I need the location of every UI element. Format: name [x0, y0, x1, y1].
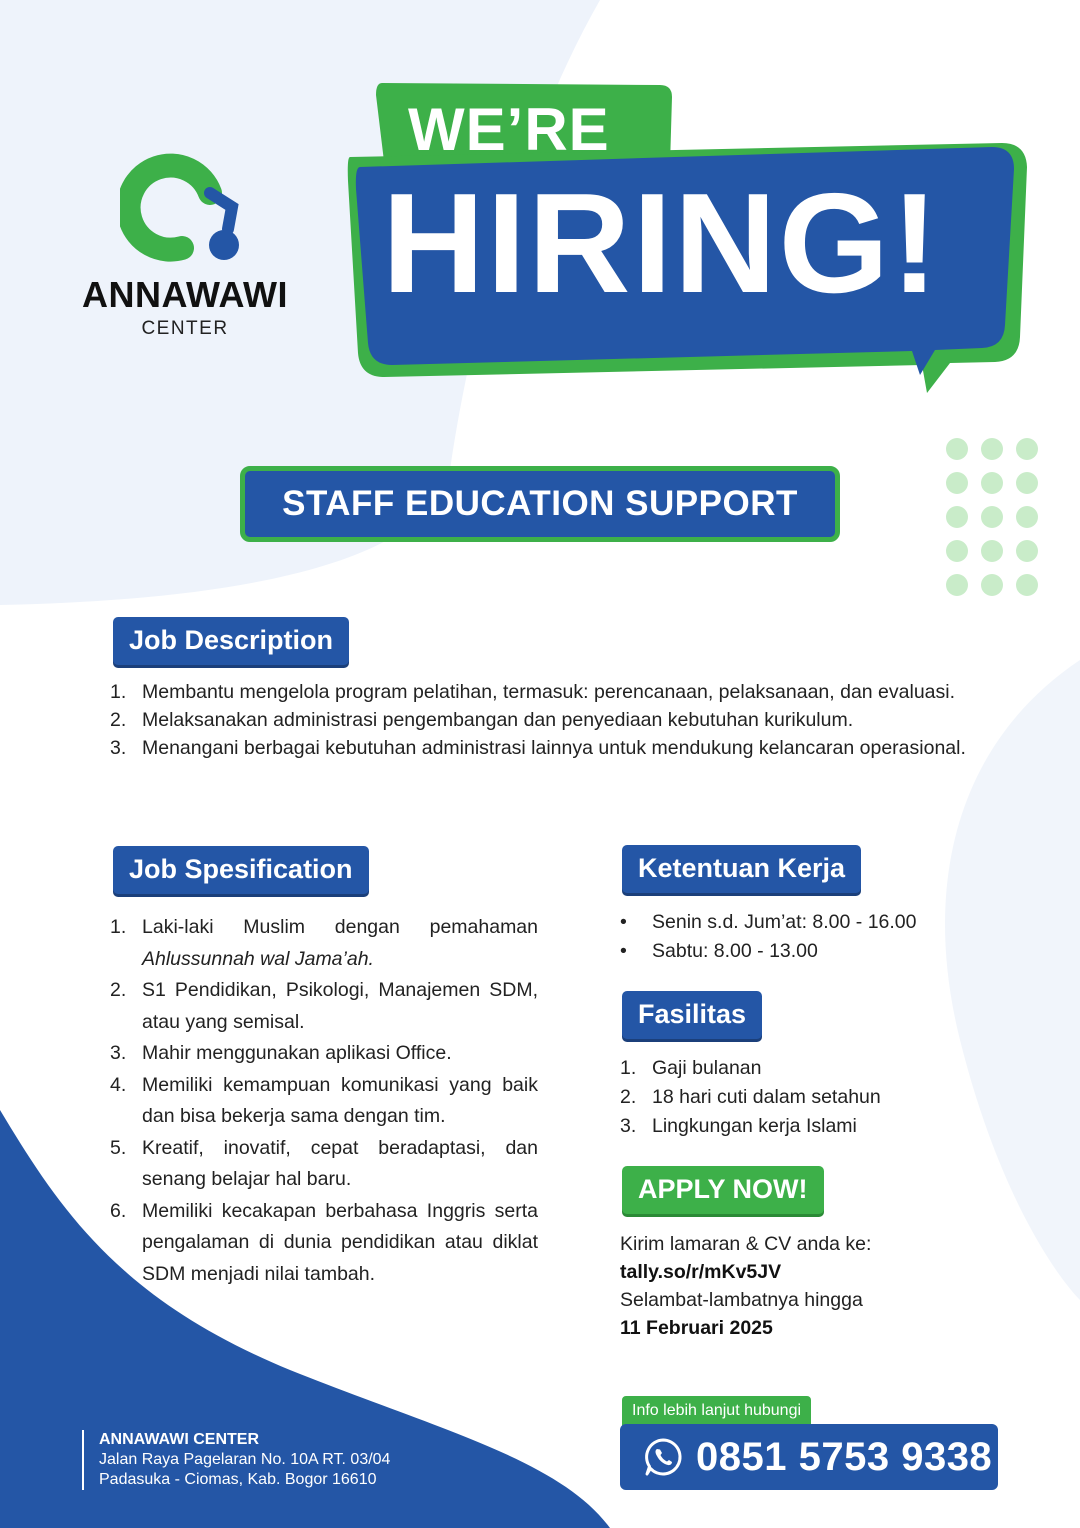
list-item: 1. Gaji bulanan — [620, 1057, 762, 1079]
list-item: 2. Melaksanakan administrasi pengembangan dan penyediaan kebutuhan kurikulum. — [110, 709, 854, 731]
apply-deadline: 11 Februari 2025 — [620, 1317, 773, 1339]
list-item: 1. Membantu mengelola program pelatihan, termasuk: perencanaan, pelaksanaan, dan evaluasi. — [110, 681, 956, 703]
headline-top: WE’RE — [408, 96, 610, 163]
list-item: 3. Mahir menggunakan aplikasi Office. — [110, 1042, 452, 1064]
job-specification-heading: Job Spesification — [113, 846, 369, 894]
list-item: 3. Menangani berbagai kebutuhan administrasi lainnya untuk mendukung kelancaran operasional. — [110, 737, 966, 759]
work-terms-list — [620, 908, 980, 966]
contact-info-label: Info lebih lanjut hubungi — [622, 1396, 811, 1426]
decorative-dots — [946, 438, 1038, 596]
list-item: 6. Memiliki kecakapan berbahasa Inggris serta pengalaman di dunia pendidikan atau diklat SDM menjadi nilai tambah. — [110, 1199, 538, 1285]
phone-number: 0851 5753 9338 — [696, 1434, 993, 1479]
brand-name: ANNAWAWI — [82, 274, 288, 315]
list-item: 3. Lingkungan kerja Islami — [620, 1115, 857, 1137]
job-description-list — [110, 678, 968, 762]
work-terms-heading: Ketentuan Kerja — [622, 845, 861, 893]
facilities-list — [620, 1054, 980, 1141]
brand-logo — [60, 145, 310, 340]
headline-main: HIRING! — [382, 164, 941, 323]
apply-line2: Selambat-lambatnya hingga — [620, 1289, 863, 1311]
apply-line1: Kirim lamaran & CV anda ke: — [620, 1233, 872, 1255]
whatsapp-icon — [642, 1436, 684, 1478]
logo-mark-icon — [120, 145, 250, 270]
list-item: 5. Kreatif, inovatif, cepat beradaptasi, dan senang belajar hal baru. — [110, 1136, 538, 1190]
phone-contact[interactable] — [620, 1424, 998, 1490]
address-name: ANNAWAWI CENTER — [99, 1431, 259, 1448]
position-title: STAFF EDUCATION SUPPORT — [240, 466, 840, 542]
apply-now-button[interactable]: APPLY NOW! — [622, 1166, 824, 1214]
facilities-heading: Fasilitas — [622, 991, 762, 1039]
list-item: 2. 18 hari cuti dalam setahun — [620, 1086, 881, 1108]
list-item: 1. Laki-laki Muslim dengan pemahaman Ahlussunnah wal Jama’ah. — [110, 916, 538, 970]
brand-sub: CENTER — [141, 318, 229, 339]
job-description-heading: Job Description — [113, 617, 349, 665]
hiring-headline — [330, 75, 1050, 405]
footer-address — [82, 1430, 390, 1490]
apply-link[interactable]: tally.so/r/mKv5JV — [620, 1261, 782, 1283]
apply-instructions — [620, 1230, 980, 1342]
address-line1: Jalan Raya Pagelaran No. 10A RT. 03/04 — [99, 1451, 391, 1468]
list-item: 2. S1 Pendidikan, Psikologi, Manajemen SDM, atau yang semisal. — [110, 979, 538, 1033]
list-item: 4. Memiliki kemampuan komunikasi yang baik dan bisa bekerja sama dengan tim. — [110, 1073, 538, 1127]
job-specification-list — [110, 912, 538, 1290]
list-item: • Sabtu: 8.00 - 13.00 — [620, 940, 818, 962]
address-line2: Padasuka - Ciomas, Kab. Bogor 16610 — [99, 1471, 377, 1488]
list-item: • Senin s.d. Jum’at: 8.00 - 16.00 — [620, 911, 917, 933]
